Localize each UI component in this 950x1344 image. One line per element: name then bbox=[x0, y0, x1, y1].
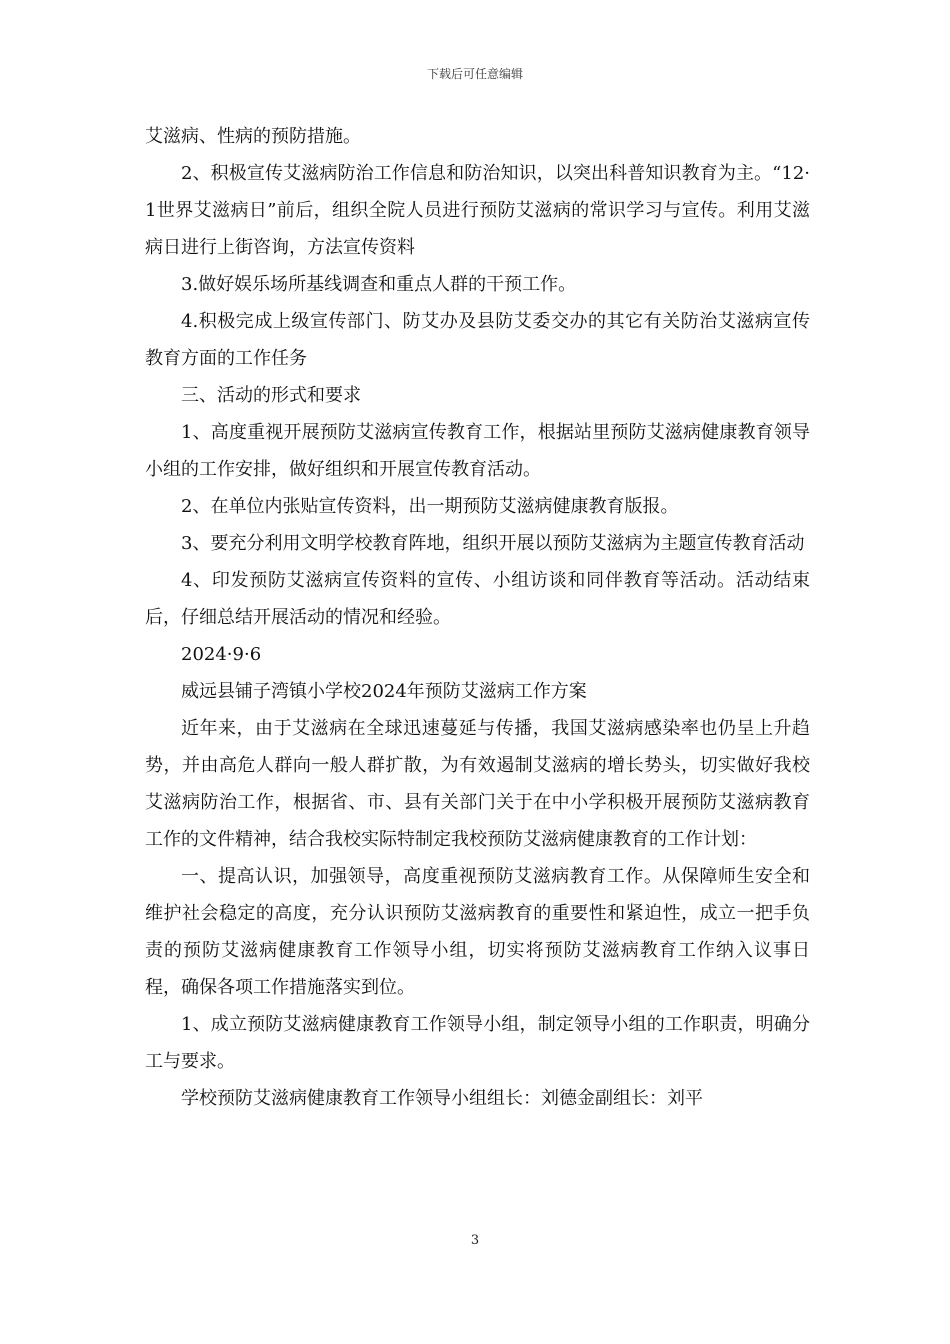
paragraph: 学校预防艾滋病健康教育工作领导小组组长：刘德金副组长：刘平 bbox=[181, 1088, 703, 1109]
header-note: 下载后可任意编辑 bbox=[426, 67, 523, 81]
paragraph: 2、积极宣传艾滋病防治工作信息和防治知识，以突出科普知识教育为主。“12·1世界艾滋病日”前后，组织全院人员进行预防艾滋病的常识学习与宣传。利用艾滋病日进行上街咨询，方法宣传资料 bbox=[145, 163, 810, 258]
section-heading: 三、活动的形式和要求 bbox=[181, 385, 361, 406]
paragraph: 3.做好娱乐场所基线调查和重点人群的干预工作。 bbox=[181, 274, 577, 295]
paragraph: 4.积极完成上级宣传部门、防艾办及县防艾委交办的其它有关防治艾滋病宣传教育方面的工作任务 bbox=[145, 311, 810, 369]
paragraph: 1、高度重视开展预防艾滋病宣传教育工作，根据站里预防艾滋病健康教育领导小组的工作安排，做好组织和开展宣传教育活动。 bbox=[145, 422, 810, 480]
paragraph: 3、要充分利用文明学校教育阵地，组织开展以预防艾滋病为主题宣传教育活动 bbox=[181, 533, 805, 554]
document-title: 威远县铺子湾镇小学校2024年预防艾滋病工作方案 bbox=[181, 681, 587, 702]
date-line: 2024·9·6 bbox=[181, 644, 262, 665]
paragraph: 近年来，由于艾滋病在全球迅速蔓延与传播，我国艾滋病感染率也仍呈上升趋势，并由高危人群向一般人群扩散，为有效遏制艾滋病的增长势头，切实做好我校艾滋病防治工作，根据省、市、县有关部门关于在中小学积极开展预防艾滋病教育工作的文件精神，结合我校实际特制定我校预防艾滋病健康教育的工作计划： bbox=[145, 718, 810, 850]
page-number: 3 bbox=[470, 1233, 480, 1248]
paragraph: 艾滋病、性病的预防措施。 bbox=[145, 126, 361, 147]
paragraph: 1、成立预防艾滋病健康教育工作领导小组，制定领导小组的工作职责，明确分工与要求。 bbox=[145, 1014, 810, 1072]
paragraph: 2、在单位内张贴宣传资料，出一期预防艾滋病健康教育版报。 bbox=[181, 496, 679, 517]
paragraph: 一、提高认识，加强领导，高度重视预防艾滋病教育工作。从保障师生安全和维护社会稳定的高度，充分认识预防艾滋病教育的重要性和紧迫性，成立一把手负责的预防艾滋病健康教育工作领导小组，切实将预防艾滋病教育工作纳入议事日程，确保各项工作措施落实到位。 bbox=[145, 866, 810, 998]
document-body bbox=[145, 118, 810, 1117]
paragraph: 4、印发预防艾滋病宣传资料的宣传、小组访谈和同伴教育等活动。活动结束后，仔细总结开展活动的情况和经验。 bbox=[145, 570, 810, 628]
